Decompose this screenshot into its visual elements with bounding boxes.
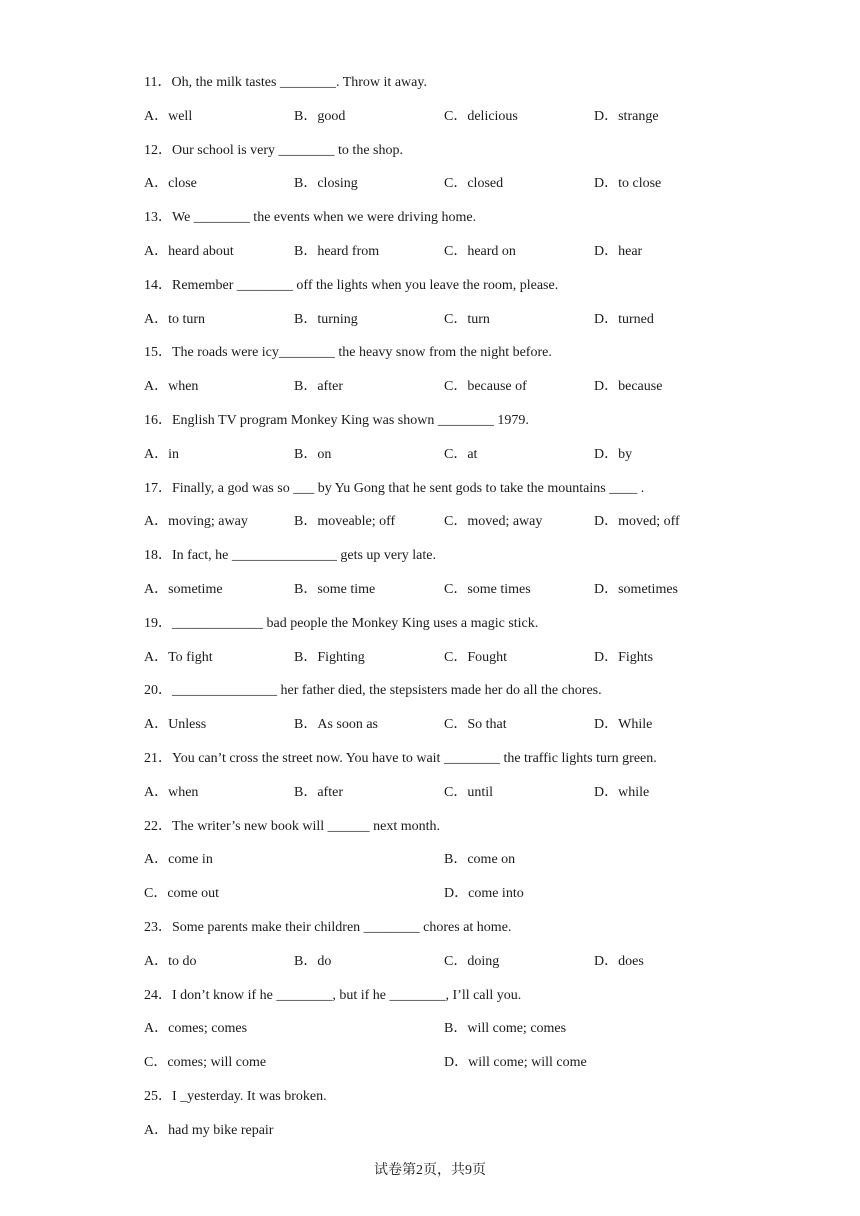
answer-option: A．To fight xyxy=(144,649,213,665)
question-stem: 16．English TV program Monkey King was shown ________ 1979. xyxy=(144,412,529,428)
answer-option: B．after xyxy=(294,379,343,395)
answer-option: C．closed xyxy=(444,176,504,192)
page-footer: 试卷第2页，共9页 xyxy=(374,1163,486,1178)
answer-option: D．turned xyxy=(594,311,654,327)
answer-option: A．close xyxy=(144,176,197,192)
answer-option: B．closing xyxy=(294,176,358,192)
answer-option: A．comes; comes xyxy=(144,1021,248,1037)
question-stem: 22．The writer’s new book will ______ next month. xyxy=(144,818,441,834)
question-stem: 23．Some parents make their children ________ chores at home. xyxy=(144,919,512,935)
answer-option: B．turning xyxy=(294,311,358,327)
answer-option: B．some time xyxy=(294,581,376,597)
question-stem: 24．I don’t know if he ________, but if he ________, I’ll call you. xyxy=(144,987,522,1003)
question-stem: 17．Finally, a god was so ___ by Yu Gong that he sent gods to take the mountains ____ . xyxy=(144,480,645,496)
options-row xyxy=(144,173,724,207)
options-row xyxy=(144,1018,724,1052)
options-row xyxy=(144,376,724,410)
answer-option: B．heard from xyxy=(294,243,380,259)
answer-option: B．on xyxy=(294,446,332,462)
question-stem: 21．You can’t cross the street now. You have to wait ________ the traffic lights turn green. xyxy=(144,750,657,766)
answer-option: C．So that xyxy=(444,717,507,733)
question-stem: 15．The roads were icy________ the heavy snow from the night before. xyxy=(144,345,552,361)
answer-option: C．some times xyxy=(444,581,531,597)
answer-option: D．While xyxy=(594,717,653,733)
options-row xyxy=(144,579,724,613)
question-stem: 19．_____________ bad people the Monkey King uses a magic stick. xyxy=(144,615,539,631)
question-stem: 20．_______________ her father died, the stepsisters made her do all the chores. xyxy=(144,683,602,699)
answer-option: B．after xyxy=(294,784,343,800)
question-stem: 18．In fact, he _______________ gets up very late. xyxy=(144,548,436,564)
options-row xyxy=(144,714,724,748)
answer-option: C．because of xyxy=(444,379,527,395)
question-stem: 13．We ________ the events when we were driving home. xyxy=(144,210,477,226)
question-stem: 14．Remember ________ off the lights when you leave the room, please. xyxy=(144,277,559,293)
question-stem: 11．Oh, the milk tastes ________. Throw it away. xyxy=(144,75,427,90)
options-row xyxy=(144,1120,724,1154)
answer-option: C．comes; will come xyxy=(144,1055,267,1071)
answer-option: C．doing xyxy=(444,953,500,969)
answer-option: C．at xyxy=(444,446,478,462)
options-row xyxy=(144,1052,724,1086)
answer-option: B．moveable; off xyxy=(294,514,396,530)
answer-option: A．well xyxy=(144,108,193,124)
answer-option: B．Fighting xyxy=(294,649,365,665)
options-row xyxy=(144,849,724,883)
answer-option: D．sometimes xyxy=(594,581,678,597)
options-row xyxy=(144,782,724,816)
answer-option: C．come out xyxy=(144,886,220,902)
answer-option: A．in xyxy=(144,446,179,462)
options-row xyxy=(144,647,724,681)
answer-option: C．moved; away xyxy=(444,514,543,530)
answer-option: B．As soon as xyxy=(294,717,379,733)
options-row xyxy=(144,511,724,545)
answer-option: A．heard about xyxy=(144,243,234,259)
answer-option: B．come on xyxy=(444,852,516,868)
answer-option: A．to do xyxy=(144,953,197,969)
answer-option: D．to close xyxy=(594,176,662,192)
options-row xyxy=(144,951,724,985)
answer-option: C．heard on xyxy=(444,243,516,259)
question-stem: 12．Our school is very ________ to the shop. xyxy=(144,142,403,158)
answer-option: B．will come; comes xyxy=(444,1021,567,1037)
answer-option: D．while xyxy=(594,784,650,800)
question-list xyxy=(144,72,724,1154)
answer-option: B．good xyxy=(294,108,346,124)
answer-option: A．to turn xyxy=(144,311,206,327)
answer-option: C．delicious xyxy=(444,108,518,124)
answer-option: D．because xyxy=(594,379,663,395)
options-row xyxy=(144,106,724,140)
options-row xyxy=(144,444,724,478)
answer-option: A．when xyxy=(144,379,199,395)
answer-option: D．Fights xyxy=(594,649,654,665)
options-row xyxy=(144,883,724,917)
answer-option: D．come into xyxy=(444,886,524,902)
answer-option: B．do xyxy=(294,953,332,969)
answer-option: A．had my bike repair xyxy=(144,1122,274,1138)
answer-option: C．until xyxy=(444,784,494,800)
answer-option: C．Fought xyxy=(444,649,508,665)
answer-option: A．when xyxy=(144,784,199,800)
answer-option: D．hear xyxy=(594,243,643,259)
options-row xyxy=(144,241,724,275)
answer-option: D．will come; will come xyxy=(444,1055,587,1071)
answer-option: A．come in xyxy=(144,852,213,868)
options-row xyxy=(144,309,724,343)
answer-option: D．moved; off xyxy=(594,514,680,530)
answer-option: D．does xyxy=(594,953,644,969)
answer-option: C．turn xyxy=(444,311,490,327)
answer-option: D．strange xyxy=(594,108,659,124)
answer-option: A．Unless xyxy=(144,717,207,733)
answer-option: A．moving; away xyxy=(144,514,248,530)
question-stem: 25．I _yesterday. It was broken. xyxy=(144,1088,327,1104)
answer-option: D．by xyxy=(594,446,633,462)
answer-option: A．sometime xyxy=(144,581,223,597)
